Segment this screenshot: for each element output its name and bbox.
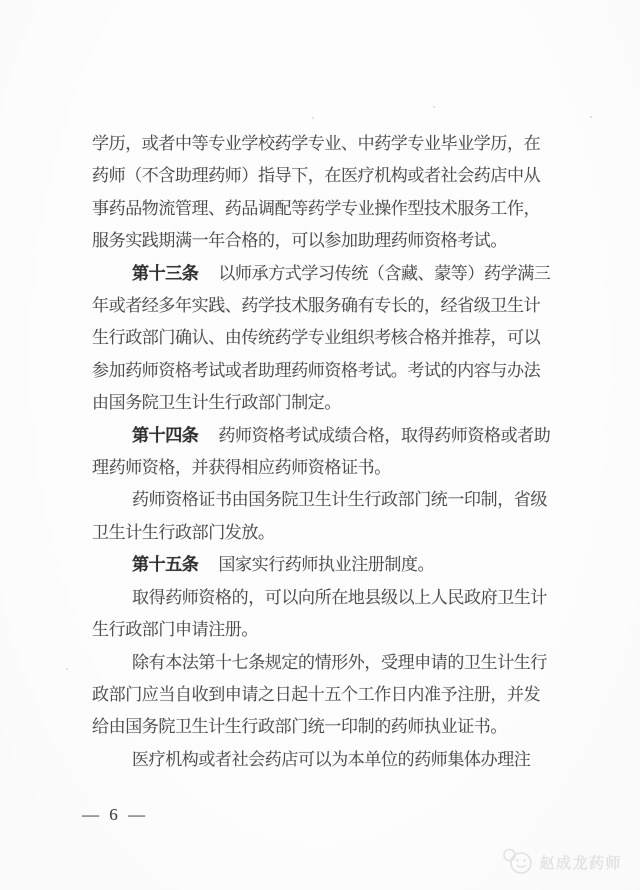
scan-speck <box>590 116 592 118</box>
text-line: 给由国务院卫生计生行政部门统一印制的药师执业证书。 <box>92 717 507 737</box>
text-line: 药师（不含助理药师）指导下，在医疗机构或者社会药店中从 <box>92 166 541 186</box>
article-number: 第十五条 <box>132 555 199 575</box>
scan-speck <box>66 668 68 670</box>
article-text: 国家实行药师执业注册制度。 <box>218 555 435 575</box>
watermark <box>502 847 622 877</box>
page-footer <box>82 805 148 825</box>
text-line: 除有本法第十七条规定的情形外，受理申请的卫生计生行 <box>132 652 547 672</box>
text-line: 卫生计生行政部门发放。 <box>92 522 275 542</box>
page-number: — 6 — <box>82 805 148 824</box>
scan-speck <box>312 117 314 119</box>
text-line: 生行政部门确认、由传统药学专业组织考核合格并推荐，可以 <box>92 328 541 348</box>
text-line <box>92 549 554 581</box>
text-line: 理药师资格，并获得相应药师资格证书。 <box>92 458 391 478</box>
text-line: 事药品物流管理、药品调配等药学专业操作型技术服务工作， <box>92 198 541 218</box>
text-line: 药师资格证书由国务院卫生计生行政部门统一印制，省级 <box>132 490 547 510</box>
text-line: 医疗机构或者社会药店可以为本单位的药师集体办理注 <box>132 749 531 769</box>
text-line: 参加药师资格考试或者助理药师资格考试。考试的内容与办法 <box>92 360 541 380</box>
text-line: 学历，或者中等专业学校药学专业、中药学专业毕业学历，在 <box>92 134 541 153</box>
scan-speck <box>433 106 435 108</box>
article-number: 第十三条 <box>132 263 199 283</box>
text-line <box>92 420 554 452</box>
text-line <box>92 258 554 290</box>
text-line: 生行政部门申请注册。 <box>92 620 258 640</box>
article-text: 以师承方式学习传统（含藏、蒙等）药学满三 <box>218 263 551 283</box>
article-text: 药师资格考试成绩合格，取得药师资格或者助 <box>218 425 551 445</box>
article-number: 第十四条 <box>132 425 199 445</box>
text-line: 取得药师资格的，可以向所在地县级以上人民政府卫生计 <box>132 587 547 607</box>
text-line: 年或者经多年实践、药学技术服务确有专长的，经省级卫生计 <box>92 296 541 316</box>
text-line: 由国务院卫生计生行政部门制定。 <box>92 393 341 413</box>
text-line: 政部门应当自收到申请之日起十五个工作日内准予注册，并发 <box>92 684 541 704</box>
text-line: 服务实践期满一年合格的，可以参加助理药师资格考试。 <box>92 231 507 251</box>
document-text <box>92 128 554 776</box>
wechat-mascot-icon <box>502 847 534 877</box>
watermark-text: 赵成龙药师 <box>539 855 622 872</box>
